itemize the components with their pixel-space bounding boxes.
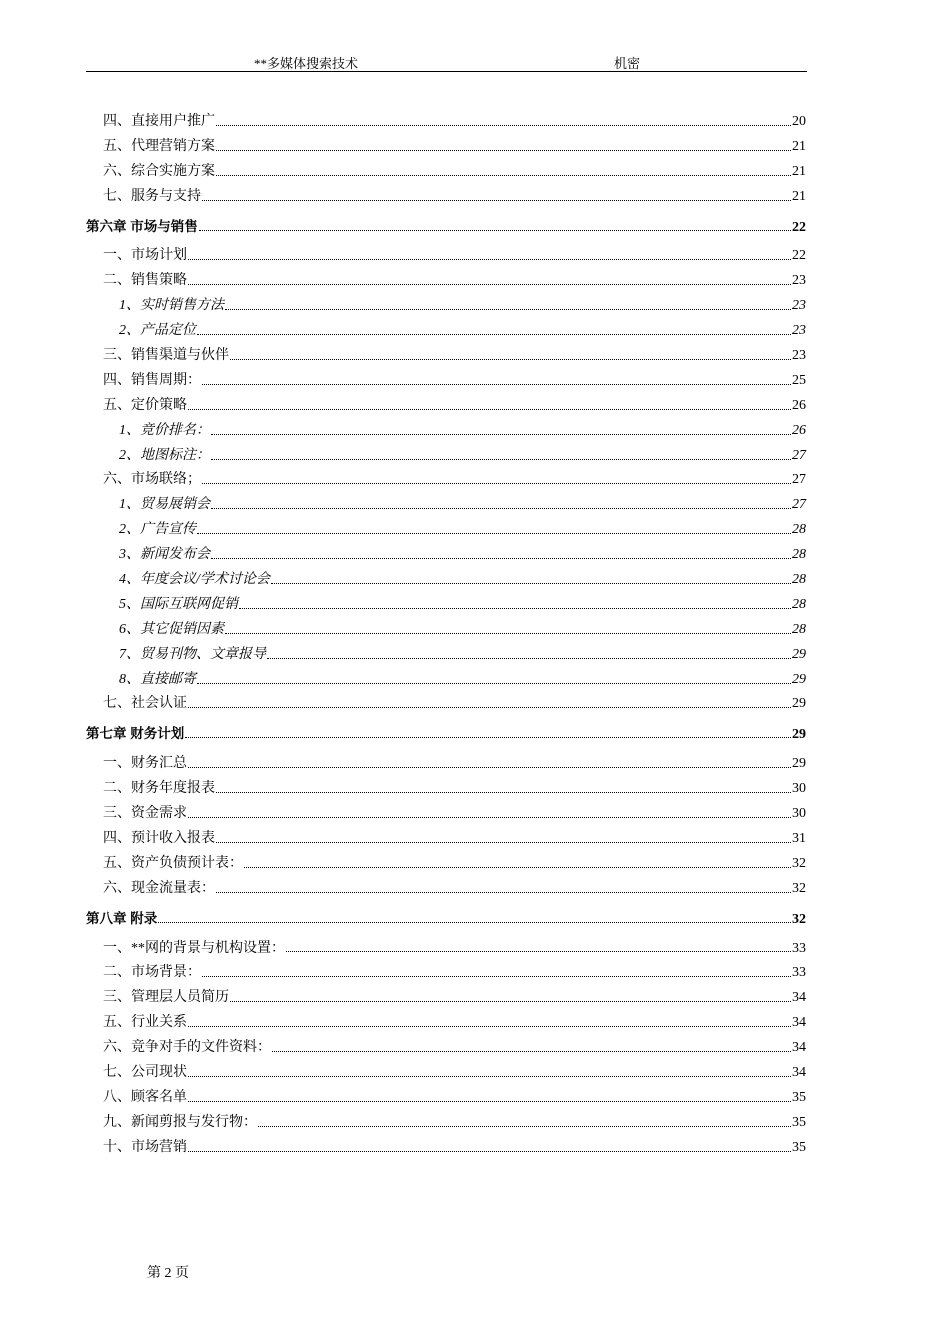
toc-entry-page: 29	[792, 671, 806, 687]
toc-leader-dots	[188, 707, 791, 708]
toc-entry-label: 1、贸易展销会	[119, 497, 210, 513]
toc-entry-page: 34	[792, 1064, 806, 1080]
toc-entry[interactable]	[86, 568, 806, 593]
toc-entry[interactable]	[86, 986, 806, 1011]
toc-entry[interactable]	[86, 877, 806, 902]
toc-entry[interactable]	[86, 618, 806, 643]
toc-entry-page: 22	[792, 219, 806, 235]
toc-entry-page: 27	[792, 447, 806, 463]
toc-entry[interactable]	[86, 110, 806, 135]
toc-entry-page: 20	[792, 114, 806, 129]
toc-entry-label: 二、市场背景：	[103, 965, 201, 981]
header-title: **多媒体搜索技术	[254, 56, 359, 71]
toc-entry-label: 8、直接邮寄	[119, 671, 196, 687]
toc-entry-page: 27	[792, 497, 806, 513]
toc-entry-label: 2、地图标注：	[119, 447, 210, 463]
toc-entry-label: 五、代理营销方案	[103, 138, 215, 154]
toc-entry[interactable]	[86, 1086, 806, 1111]
toc-leader-dots	[202, 976, 791, 977]
toc-entry[interactable]	[86, 185, 806, 210]
toc-entry-page: 31	[792, 830, 806, 846]
toc-leader-dots	[225, 633, 791, 634]
toc-entry-label: 九、新闻剪报与发行物：	[103, 1114, 257, 1130]
toc-entry-page: 30	[792, 781, 806, 797]
toc-leader-dots	[272, 1051, 791, 1052]
toc-entry[interactable]	[86, 369, 806, 394]
toc-entry-label: 十、市场营销	[103, 1139, 187, 1155]
toc-entry-label: 四、预计收入报表	[103, 830, 215, 846]
toc-entry-page: 26	[792, 397, 806, 413]
toc-entry-page: 28	[792, 547, 806, 563]
toc-leader-dots	[216, 842, 791, 843]
toc-leader-dots	[197, 533, 791, 534]
toc-entry-label: 1、实时销售方法	[119, 298, 224, 314]
toc-entry-label: 六、竞争对手的文件资料：	[103, 1040, 271, 1056]
toc-entry-page: 35	[792, 1114, 806, 1130]
toc-entry-page: 32	[792, 911, 806, 927]
toc-chapter-entry[interactable]	[86, 722, 806, 747]
toc-leader-dots	[216, 175, 791, 176]
toc-entry-label: 七、服务与支持	[103, 188, 201, 204]
toc-entry-label: 第八章 附录	[86, 910, 158, 926]
toc-entry-label: 2、产品定位	[119, 323, 196, 339]
toc-entry-page: 28	[792, 621, 806, 637]
toc-entry[interactable]	[86, 593, 806, 618]
toc-entry-label: 五、资产负债预计表：	[103, 855, 243, 871]
toc-leader-dots	[239, 608, 791, 609]
page-number: 第 2 页	[147, 1266, 189, 1281]
toc-leader-dots	[216, 792, 791, 793]
toc-entry-label: 7、贸易刊物、文章报导	[119, 646, 266, 662]
toc-entry[interactable]	[86, 543, 806, 568]
toc-leader-dots	[188, 1101, 791, 1102]
toc-entry[interactable]	[86, 518, 806, 543]
toc-entry-label: 三、资金需求	[103, 806, 187, 822]
toc-entry-label: 一、**网的背景与机构设置：	[103, 940, 285, 956]
toc-entry-page: 21	[792, 188, 806, 204]
toc-entry-page: 23	[792, 348, 806, 364]
toc-entry-page: 22	[792, 248, 806, 264]
toc-leader-dots	[188, 767, 791, 768]
toc-leader-dots	[211, 459, 791, 460]
toc-entry[interactable]	[86, 1136, 806, 1161]
toc-chapter-entry[interactable]	[86, 907, 806, 932]
toc-entry-page: 21	[792, 138, 806, 154]
toc-entry-label: 4、年度会议/学术讨论会	[119, 572, 270, 588]
toc-entry-label: 三、管理层人员简历	[103, 990, 229, 1006]
toc-leader-dots	[202, 384, 791, 385]
toc-leader-dots	[211, 558, 791, 559]
toc-entry[interactable]	[86, 937, 806, 962]
toc-entry-page: 21	[792, 163, 806, 179]
toc-leader-dots	[197, 683, 791, 684]
toc-entry-page: 23	[792, 323, 806, 339]
toc-leader-dots	[202, 200, 791, 201]
toc-leader-dots	[211, 434, 791, 435]
toc-leader-dots	[199, 230, 791, 231]
toc-leader-dots	[258, 1126, 791, 1127]
toc-entry-page: 29	[792, 696, 806, 712]
toc-leader-dots	[185, 737, 791, 738]
toc-entry[interactable]	[86, 827, 806, 852]
toc-entry[interactable]	[86, 135, 806, 160]
toc-entry-label: 二、销售策略	[103, 273, 187, 289]
toc-leader-dots	[158, 922, 791, 923]
toc-leader-dots	[216, 150, 791, 151]
toc-entry-label: 2、广告宣传	[119, 522, 196, 538]
toc-entry-label: 三、销售渠道与伙伴	[103, 348, 229, 364]
toc-entry-page: 28	[792, 596, 806, 612]
toc-entry[interactable]	[86, 961, 806, 986]
toc-entry-page: 27	[792, 472, 806, 488]
page-header	[86, 50, 807, 72]
toc-entry-page: 23	[792, 273, 806, 289]
toc-entry[interactable]	[86, 344, 806, 369]
toc-leader-dots	[188, 1151, 791, 1152]
toc-entry[interactable]	[86, 777, 806, 802]
toc-entry[interactable]	[86, 802, 806, 827]
toc-leader-dots	[197, 334, 791, 335]
toc-leader-dots	[188, 1026, 791, 1027]
toc-leader-dots	[211, 508, 791, 509]
toc-entry-label: 第七章 财务计划	[86, 726, 185, 742]
toc-entry-page: 29	[792, 727, 806, 743]
toc-entry-label: 七、公司现状	[103, 1064, 187, 1080]
toc-entry[interactable]	[86, 1061, 806, 1086]
toc-entry-page: 34	[792, 1015, 806, 1031]
toc-entry-label: 二、财务年度报表	[103, 781, 215, 797]
toc-entry-label: 六、综合实施方案	[103, 163, 215, 179]
toc-leader-dots	[216, 892, 791, 893]
toc-entry-page: 35	[792, 1089, 806, 1105]
toc-entry-label: 3、新闻发布会	[119, 547, 210, 563]
toc-entry-label: 5、国际互联网促销	[119, 596, 238, 612]
toc-entry-label: 六、市场联络；	[103, 472, 201, 488]
toc-leader-dots	[188, 409, 791, 410]
toc-leader-dots	[225, 309, 791, 310]
toc-leader-dots	[267, 658, 791, 659]
toc-leader-dots	[244, 867, 791, 868]
toc-entry[interactable]	[86, 1011, 806, 1036]
table-of-contents	[86, 110, 806, 1161]
toc-entry[interactable]	[86, 643, 806, 668]
toc-entry-page: 34	[792, 1040, 806, 1056]
toc-entry[interactable]	[86, 394, 806, 419]
toc-entry[interactable]	[86, 294, 806, 319]
header-confidential: 机密	[614, 56, 641, 71]
toc-entry-label: 第六章 市场与销售	[86, 218, 198, 234]
toc-entry[interactable]	[86, 692, 806, 717]
toc-leader-dots	[202, 483, 791, 484]
toc-entry-page: 30	[792, 806, 806, 822]
toc-leader-dots	[188, 259, 791, 260]
toc-entry[interactable]	[86, 752, 806, 777]
toc-entry-page: 32	[792, 880, 806, 896]
toc-entry-page: 25	[792, 372, 806, 388]
toc-entry[interactable]	[86, 319, 806, 344]
toc-entry[interactable]	[86, 1111, 806, 1136]
toc-leader-dots	[216, 125, 791, 126]
toc-entry-page: 32	[792, 855, 806, 871]
toc-entry-page: 23	[792, 298, 806, 314]
toc-leader-dots	[230, 359, 791, 360]
toc-entry-label: 五、定价策略	[103, 397, 187, 413]
toc-entry[interactable]	[86, 468, 806, 493]
toc-entry-label: 四、销售周期：	[103, 372, 201, 388]
toc-entry-page: 29	[792, 646, 806, 662]
toc-entry[interactable]	[86, 444, 806, 469]
toc-entry-label: 1、竞价排名：	[119, 422, 210, 438]
toc-entry-label: 七、社会认证	[103, 696, 187, 712]
toc-entry-page: 29	[792, 756, 806, 772]
toc-entry-page: 33	[792, 965, 806, 981]
toc-entry-page: 28	[792, 522, 806, 538]
toc-entry[interactable]	[86, 493, 806, 518]
toc-entry-page: 33	[792, 940, 806, 956]
toc-leader-dots	[230, 1001, 791, 1002]
toc-leader-dots	[286, 951, 791, 952]
toc-entry-label: 六、现金流量表：	[103, 880, 215, 896]
toc-entry[interactable]	[86, 269, 806, 294]
toc-entry[interactable]	[86, 419, 806, 444]
toc-entry[interactable]	[86, 1036, 806, 1061]
toc-entry-label: 6、其它促销因素	[119, 621, 224, 637]
toc-chapter-entry[interactable]	[86, 215, 806, 240]
toc-entry-label: 一、市场计划	[103, 248, 187, 264]
toc-entry[interactable]	[86, 244, 806, 269]
toc-entry[interactable]	[86, 668, 806, 693]
toc-leader-dots	[188, 817, 791, 818]
toc-entry-label: 五、行业关系	[103, 1015, 187, 1031]
toc-leader-dots	[188, 284, 791, 285]
toc-leader-dots	[188, 1076, 791, 1077]
toc-entry-label: 四、直接用户推广	[103, 114, 215, 129]
toc-leader-dots	[271, 583, 791, 584]
toc-entry[interactable]	[86, 160, 806, 185]
toc-entry-label: 一、财务汇总	[103, 756, 187, 772]
toc-entry-page: 35	[792, 1139, 806, 1155]
toc-entry[interactable]	[86, 852, 806, 877]
toc-entry-label: 八、顾客名单	[103, 1089, 187, 1105]
toc-entry-page: 26	[792, 422, 806, 438]
toc-entry-page: 34	[792, 990, 806, 1006]
toc-entry-page: 28	[792, 572, 806, 588]
